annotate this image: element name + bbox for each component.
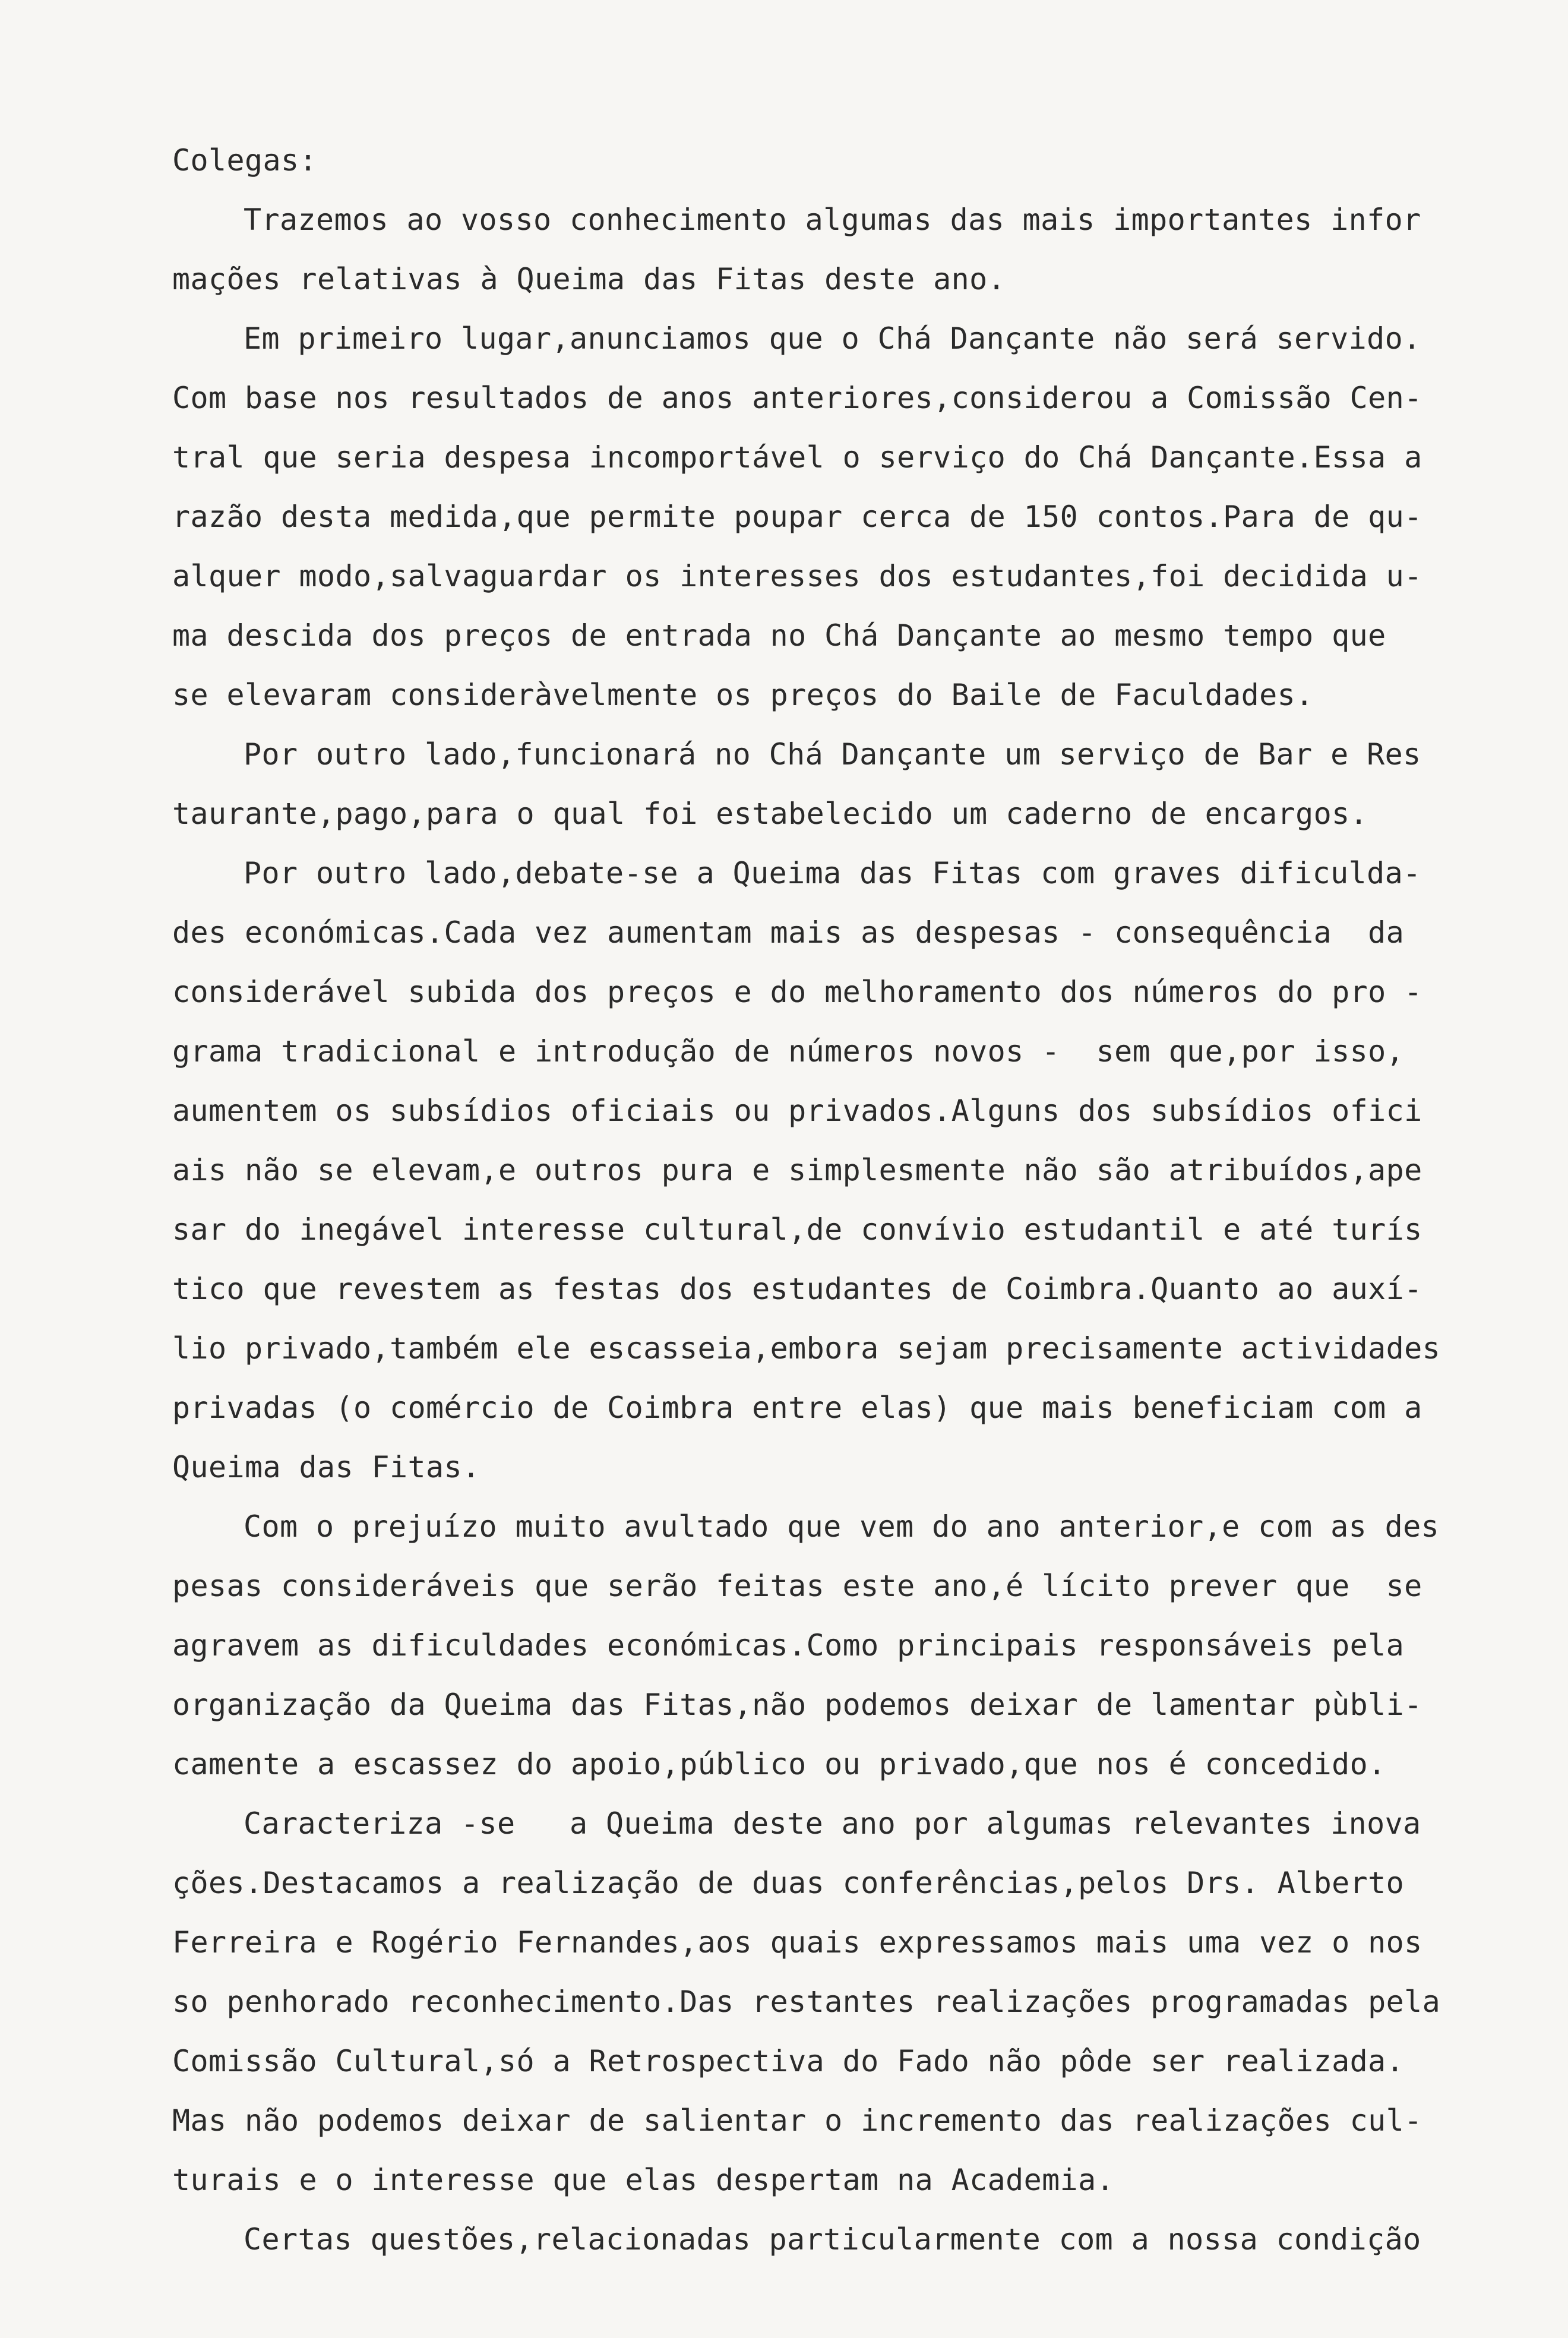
text-line: Com base nos resultados de anos anteriores,considerou a Comissão Cen-	[172, 381, 1422, 415]
text-line: se elevaram consideràvelmente os preços do Baile de Faculdades.	[172, 678, 1314, 712]
text-line: razão desta medida,que permite poupar cerca de 150 contos.Para de qu-	[172, 500, 1422, 534]
text-line: privadas (o comércio de Coimbra entre elas) que mais beneficiam com a	[172, 1391, 1422, 1425]
paragraph-6	[172, 1794, 1443, 2210]
text-line: turais e o interesse que elas despertam na Academia.	[172, 2163, 1115, 2197]
text-line: tral que seria despesa incomportável o serviço do Chá Dançante.Essa a	[172, 440, 1422, 475]
text-line: lio privado,também ele escasseia,embora sejam precisamente actividades	[172, 1331, 1441, 1366]
text-line: pesas consideráveis que serão feitas este ano,é lícito prever que se	[172, 1569, 1422, 1603]
paragraph-5	[172, 1497, 1443, 1794]
text-line: Com o prejuízo muito avultado que vem do ano anterior,e com as des	[244, 1509, 1440, 1544]
text-line: Certas questões,relacionadas particularmente com a nossa condição	[244, 2222, 1421, 2257]
text-line: agravem as dificuldades económicas.Como principais responsáveis pela	[172, 1628, 1405, 1663]
paragraph-1	[172, 190, 1443, 309]
text-line: considerável subida dos preços e do melhoramento dos números do pro -	[172, 975, 1422, 1009]
text-line: mações relativas à Queima das Fitas deste ano.	[172, 262, 1006, 296]
text-line: Em primeiro lugar,anunciamos que o Chá Dançante não será servido.	[244, 321, 1421, 356]
text-line: sar do inegável interesse cultural,de convívio estudantil e até turís	[172, 1212, 1422, 1247]
text-line: ções.Destacamos a realização de duas conferências,pelos Drs. Alberto	[172, 1866, 1405, 1900]
text-line: organização da Queima das Fitas,não podemos deixar de lamentar pùbli-	[172, 1688, 1422, 1722]
text-line: Caracteriza -se a Queima deste ano por algumas relevantes inova	[244, 1806, 1421, 1841]
paragraph-3	[172, 725, 1443, 843]
text-line: Comissão Cultural,só a Retrospectiva do Fado não pôde ser realizada.	[172, 2044, 1405, 2078]
paragraph-2	[172, 309, 1443, 725]
text-line: so penhorado reconhecimento.Das restantes realizações programadas pela	[172, 1985, 1441, 2019]
text-line: ma descida dos preços de entrada no Chá Dançante ao mesmo tempo que	[172, 618, 1386, 653]
text-line: grama tradicional e introdução de números novos - sem que,por isso,	[172, 1034, 1405, 1069]
text-line: Por outro lado,debate-se a Queima das Fitas com graves dificulda-	[244, 856, 1421, 890]
text-line: aumentem os subsídios oficiais ou privados.Alguns dos subsídios ofici	[172, 1094, 1422, 1128]
text-line: alquer modo,salvaguardar os interesses dos estudantes,foi decidida u-	[172, 559, 1422, 593]
paragraph-4	[172, 843, 1443, 1497]
text-line: Mas não podemos deixar de salientar o incremento das realizações cul-	[172, 2103, 1422, 2138]
salutation: Colegas:	[172, 143, 318, 178]
paragraph-7	[172, 2210, 1443, 2269]
text-line: camente a escassez do apoio,público ou privado,que nos é concedido.	[172, 1747, 1386, 1781]
text-line: tico que revestem as festas dos estudantes de Coimbra.Quanto ao auxí-	[172, 1272, 1422, 1306]
text-line: Trazemos ao vosso conhecimento algumas das mais importantes infor	[244, 203, 1421, 237]
text-line: taurante,pago,para o qual foi estabelecido um caderno de encargos.	[172, 797, 1368, 831]
text-line: Ferreira e Rogério Fernandes,aos quais expressamos mais uma vez o nos	[172, 1925, 1422, 1960]
letter-body	[172, 131, 1443, 2269]
text-line: Queima das Fitas.	[172, 1450, 480, 1484]
text-line: des económicas.Cada vez aumentam mais as despesas - consequência da	[172, 915, 1405, 950]
text-line: Por outro lado,funcionará no Chá Dançante um serviço de Bar e Res	[244, 737, 1421, 772]
text-line: ais não se elevam,e outros pura e simplesmente não são atribuídos,ape	[172, 1153, 1422, 1187]
